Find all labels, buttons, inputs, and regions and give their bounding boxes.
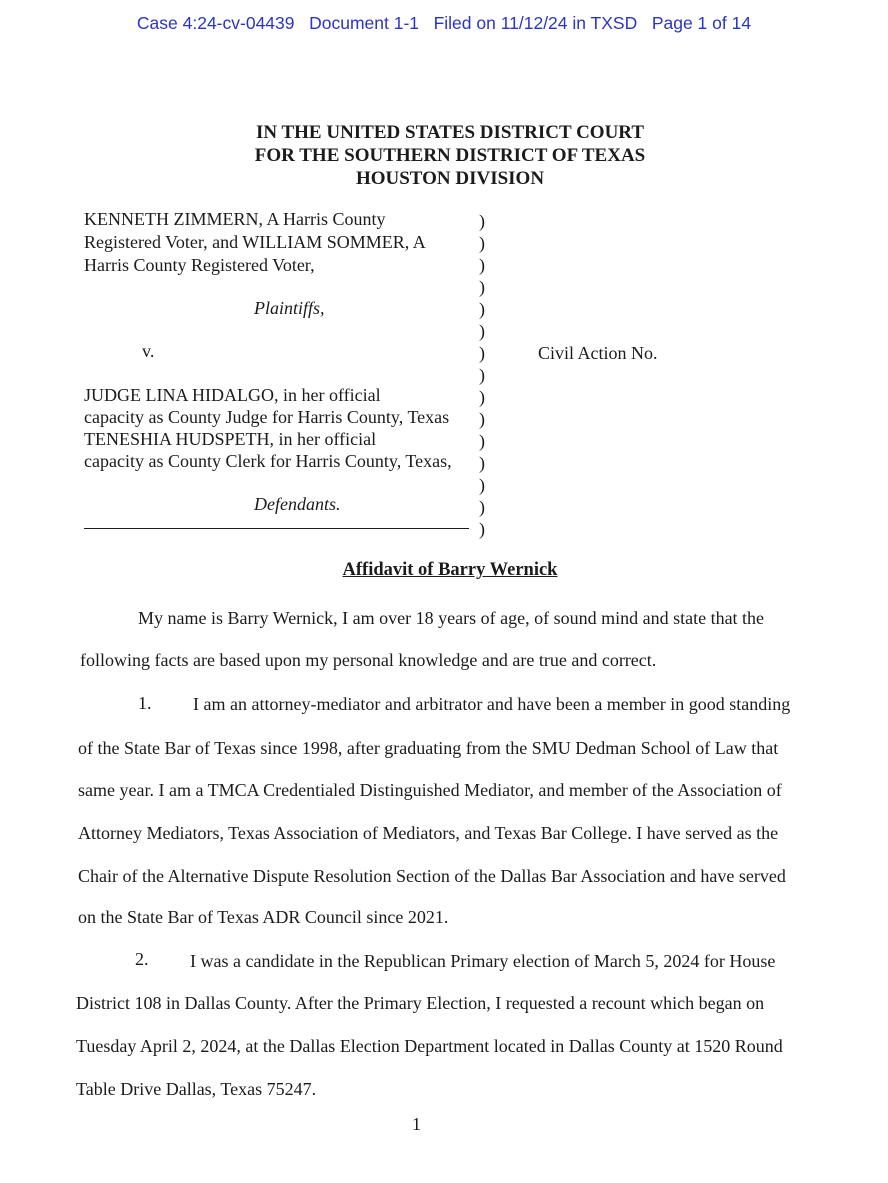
paragraph-2-number: 2. <box>135 949 149 969</box>
plaintiffs-line-3: Harris County Registered Voter, <box>84 255 315 275</box>
paragraph-1-line-6: on the State Bar of Texas ADR Council since 2021. <box>78 907 449 927</box>
caption-paren: ) <box>479 321 485 341</box>
defendants-line-2: capacity as County Judge for Harris County, Texas <box>84 407 450 427</box>
paragraph-1-line-4: Attorney Mediators, Texas Association of Mediators, and Texas Bar College. I have served as the <box>78 823 779 843</box>
plaintiffs-label: Plaintiffs, <box>254 298 325 318</box>
civil-action-label: Civil Action No. <box>538 343 658 363</box>
caption-paren: ) <box>479 409 485 429</box>
caption-paren: ) <box>479 431 485 451</box>
plaintiffs-line-2: Registered Voter, and WILLIAM SOMMER, A <box>84 232 426 252</box>
paragraph-2-line-2: District 108 in Dallas County. After the Primary Election, I requested a recount which began on <box>76 993 765 1013</box>
paragraph-1-number: 1. <box>138 693 152 713</box>
caption-divider <box>84 528 469 529</box>
versus: v. <box>142 341 155 361</box>
defendants-line-1: JUDGE LINA HIDALGO, in her official <box>84 385 381 405</box>
defendants-line-3: TENESHIA HUDSPETH, in her official <box>84 429 377 449</box>
court-name-line-1: IN THE UNITED STATES DISTRICT COURT <box>255 122 645 143</box>
court-name-line-3: HOUSTON DIVISION <box>355 168 545 189</box>
intro-line-1: My name is Barry Wernick, I am over 18 years of age, of sound mind and state that the <box>138 608 765 628</box>
court-filing-stamp: Case 4:24-cv-04439 Document 1-1 Filed on 11/12/24 in TXSD Page 1 of 14 <box>136 13 752 33</box>
caption-paren: ) <box>479 453 485 473</box>
paragraph-2-line-3: Tuesday April 2, 2024, at the Dallas Election Department located in Dallas County at 1520 Round <box>76 1036 783 1056</box>
plaintiffs-line-1: KENNETH ZIMMERN, A Harris County <box>84 209 386 229</box>
caption-paren: ) <box>479 519 485 539</box>
paragraph-2-line-1: I was a candidate in the Republican Primary election of March 5, 2024 for House <box>190 951 776 971</box>
caption-paren: ) <box>479 255 485 275</box>
caption-paren: ) <box>479 497 485 517</box>
defendants-label: Defendants. <box>254 494 341 514</box>
paragraph-1-line-5: Chair of the Alternative Dispute Resolution Section of the Dallas Bar Association and have served <box>78 866 786 886</box>
page-number: 1 <box>412 1114 421 1134</box>
intro-line-2: following facts are based upon my personal knowledge and are true and correct. <box>80 650 657 670</box>
paragraph-2-line-4: Table Drive Dallas, Texas 75247. <box>76 1079 317 1099</box>
caption-paren: ) <box>479 211 485 231</box>
paragraph-1-line-2: of the State Bar of Texas since 1998, after graduating from the SMU Dedman School of Law that <box>78 738 779 758</box>
caption-paren: ) <box>479 343 485 363</box>
affidavit-title: Affidavit of Barry Wernick <box>342 560 558 580</box>
caption-paren: ) <box>479 365 485 385</box>
defendants-line-4: capacity as County Clerk for Harris County, Texas, <box>84 451 452 471</box>
caption-paren: ) <box>479 475 485 495</box>
caption-paren: ) <box>479 277 485 297</box>
caption-paren: ) <box>479 233 485 253</box>
paragraph-1-line-1: I am an attorney-mediator and arbitrator and have been a member in good standing <box>193 694 791 714</box>
caption-paren: ) <box>479 387 485 407</box>
paragraph-1-line-3: same year. I am a TMCA Credentialed Distinguished Mediator, and member of the Association of <box>78 780 782 800</box>
caption-paren: ) <box>479 299 485 319</box>
court-name-line-2: FOR THE SOUTHERN DISTRICT OF TEXAS <box>254 145 646 166</box>
